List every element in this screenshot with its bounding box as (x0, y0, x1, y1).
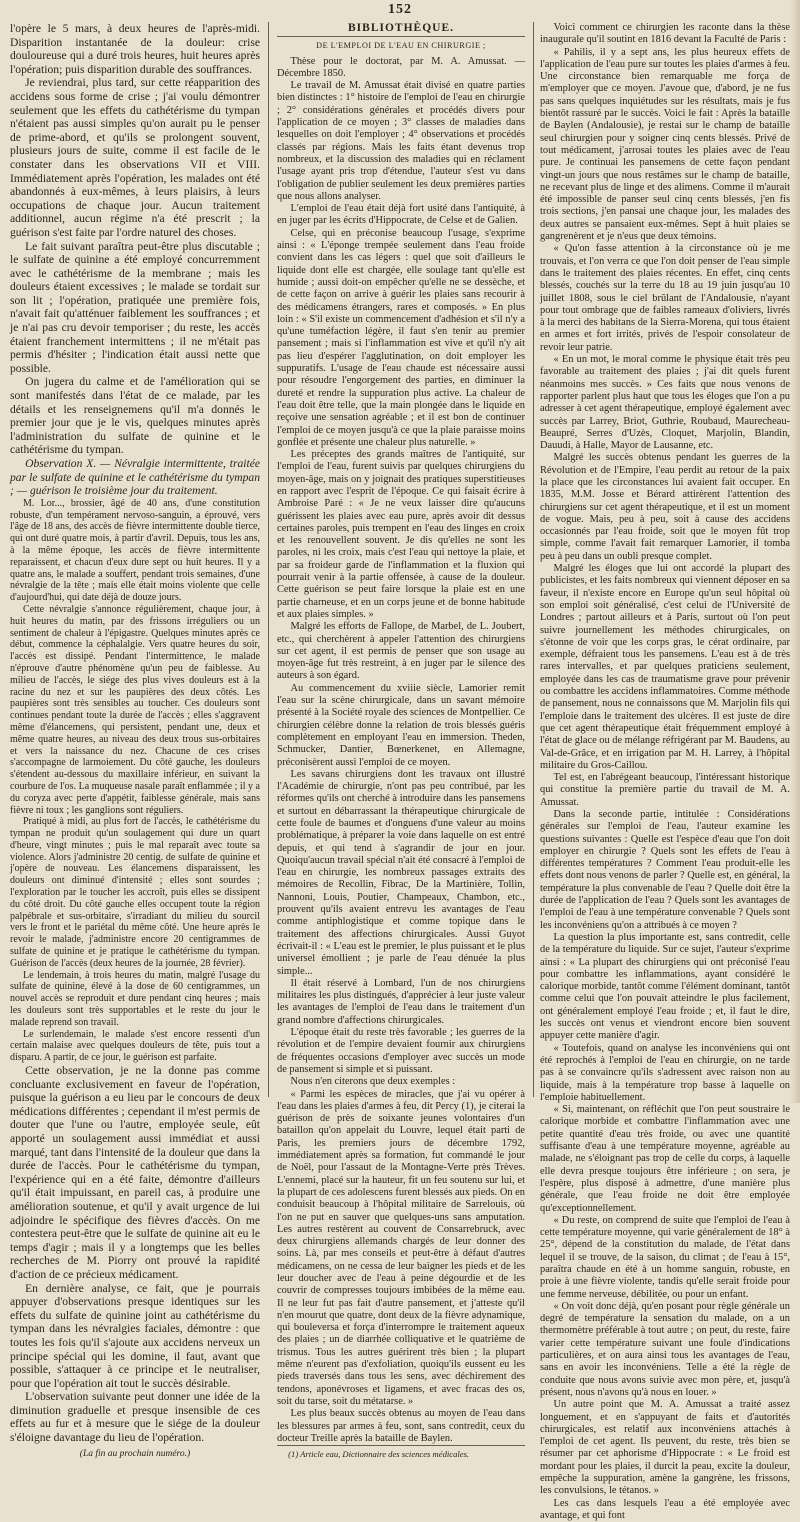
paragraph: Les préceptes des grands maîtres de l'antiquité, sur l'emploi de l'eau, furent suivis par quelques chirurgiens du moyen-âge, mais on y joignait des pratiques superstitieuses en rapport avec l'esprit de l'époque. Ce qui faisait écrire à Ambroise Paré : « Je ne veux laisser dire qu'aucuns guérissent les plaies avec eau pure, après avoir dit dessus certaines paroles, puis trempent en l'eau des linges en croix et les renouvellent souvent. Je dis qu'elles ne sont les paroles, ni les croix, mais c'est l'eau qui nettoye la plaie, et par sa froideur garde de l'inflammation et la fluxion qui pourrait venir à la partie offensée, à cause de la douleur. Cette guérison se peut faire lorsque la plaie est en une partie charneuse, et en un corps jeune et de bonne habitude et aux plaies simples. » (277, 449, 525, 620)
paragraph: L'emploi de l'eau était déjà fort usité dans l'antiquité, à en juger par les écrits d'Hippocrate, de Celse et de Galien. (277, 203, 525, 227)
paragraph: La question la plus importante est, sans contredit, celle de la température du liquide. Sur ce sujet, l'auteur s'exprime ainsi : « La plupart des chirurgiens qui ont préconisé l'eau pour combattre les inflammations, ayant considéré le calorique morbide, tantôt comme l'élément dominant, tantôt comme celui que l'on pouvait atteindre le plus facilement, ont généralement employé l'eau froide ; et, il faut le dire, les succès ont venus et viendront encore bien souvent appuyer cette manière d'agir. (540, 931, 790, 1042)
paragraph: Les plus beaux succès obtenus au moyen de l'eau dans les blessures par armes à feu, sont, sans contredit, ceux du docteur Treille après la bataille de Baylen. (277, 1408, 525, 1444)
column-right (540, 22, 790, 1521)
section-heading: BIBLIOTHÈQUE. (348, 22, 454, 34)
paragraph: M. Lor..., brossier, âgé de 40 ans, d'une constitution robuste, d'un tempérament nervoso-sanguin, a éprouvé, vers l'âge de 18 ans, des accès de fièvre intermittente double tierce, qui ont duré quatre mois, à partir d'avril. Depuis, tous les ans, à la même époque, les accès de fièvre intermittente reparaissent, et chacun d'eux dure sept ou huit heures. Il y a quatre ans, le malade a souffert, pendant trois semaines, d'une névralgie de la tête ; mais elle était moins violente que celle d'aujourd'hui, qui date déjà de douze jours. (10, 497, 260, 604)
observation-title: Observation X. — Névralgie intermittente, traitée par le sulfate de quinine et le cathétérisme du tympan ; — guérison le troisième jour du traitement. (10, 457, 260, 498)
paragraph: Les cas dans lesquels l'eau a été employée avec avantage, et qui font (540, 1497, 790, 1521)
paragraph: En dernière analyse, ce fait, que je pourrais appuyer d'observations presque identiques sur les effets du sulfate de quinine joint au cathétérisme du tympan dans les névralgies faciales, démontre : que toutes les fois qu'il s'ajoute aux accidens nerveux un principe spécial qui les domine, il faut, avant que possible, s'attaquer à ce principe et le neutraliser, pour que l'opération ait tout le succès désirable. (10, 1281, 260, 1390)
paragraph: « En un mot, le moral comme le physique était très peu favorable au traitement des plaies ; j'ai dit quels furent néanmoins mes succès. » Ces faits que nous venons de rapporter parlent plus haut que tous les éloges que l'on a pu adresser à cet agent thérapeutique, employé également avec succès par Larrey, Briot, Guthrie, Roubaud, Maurecheau-Beaupré, Serres d'Uzès, Cloquet, Marjolin, Blandin, Dauudi, à Halle, Mayor de Lausanne, etc. (540, 354, 790, 452)
article-title: DE L'EMPLOI DE L'EAU EN CHIRURGIE ; (277, 36, 525, 52)
column-divider (268, 22, 269, 1097)
paragraph: Cette observation, je ne la donne pas comme concluante exclusivement en faveur de l'opération, puisque la guérison a eu lieu par le concours de deux médications différentes ; cependant il m'est permis de douter que l'une ou l'autre, employée seule, eût apporté un soulagement aussi immédiat et aussi marqué, tant dans l'intensité de la douleur que dans la durée de l'accès. Pour le cathétérisme du tympan, l'expérience qui en a été faite, démontre d'ailleurs qu'il était impuissant, en pareil cas, à produire une amélioration soutenue, et qu'il y avait urgence de lui adjoindre le spécifique des fièvres d'accès. On me contestera peut-être que le sulfate de quinine ait eu le temps d'agir ; mais il y a longtemps que les belles recherches de M. Piorry ont prouvé la rapidité d'action de ce précieux médicament. (10, 1064, 260, 1281)
paragraph: Le lendemain, à trois heures du matin, malgré l'usage du sulfate de quinine, élevé à la dose de 60 centigrammes, un nouvel accès se reproduit et dure pendant cinq heures ; mais les douleurs sont très supportables et le reste du jour le malade reprend son travail. (10, 969, 260, 1028)
article-byline: Thèse pour le doctorat, par M. A. Amussat. — Décembre 1850. (277, 55, 525, 79)
column-left (10, 22, 260, 1459)
paragraph: « Si, maintenant, on réfléchit que l'on peut soustraire le calorique morbide et combattre l'inflammation avec une petite quantité d'eau très froide, ou avec une quantité suffisante d'eau à une température moyenne, agréable au malade, ne s'éloignant pas trop de celle du corps, à laquelle elle devra presque toujours être inférieure ; on sera, je l'espère, plus disposé à admettre, d'une manière plus générale, que l'eau froide ne doit être employée qu'exceptionnellement. (540, 1104, 790, 1214)
paragraph: Malgré les éloges que lui ont accordé la plupart des publicistes, et les faits nombreux qui viennent déposer en sa faveur, il n'existe encore en Europe qu'un seul hôpital où son emploi soit généralisé, c'est celui de l'Université de Londres ; partout ailleurs et à Paris, surtout où l'on peut suivre journellement les méthodes chirurgicales, on s'étonne de voir que les corps gras, le cérat ordinaire, par exemple, défraient tous les pansemens. L'eau est à de très rares intervalles, et par quelques praticiens seulement, employée dans les cas de traumatisme grave pour prévenir ou combattre les accidens inflammatoires. Comme méthode de pansement, nous ne connaissons que M. Marjolin fils qui l'emploie dans le traitement des ulcères. Il est juste de dire que cet agent thérapeutique était fréquemment employé à l'état de glace ou de mélange réfrigérant par M. Baudens, au Val-de-Grâce, et en irrigation par M. H. Larrey, à l'hôpital militaire du Gros-Caillou. (540, 563, 790, 771)
paragraph: Le surlendemain, le malade s'est encore ressenti d'un certain malaise avec quelques douleurs de tête, puis tout a disparu. A partir, de ce jour, le guérison est parfaite. (10, 1028, 260, 1064)
paragraph: Nous n'en citerons que deux exemples : (290, 1076, 456, 1088)
column-middle (277, 22, 525, 1460)
paragraph: Dans la seconde partie, intitulée : Considérations générales sur l'emploi de l'eau, l'auteur examine les questions suivantes : Quelle est l'espèce d'eau que l'on doit employer en chirurgie ? Quels sont les effets de l'eau à différentes températures ? Comment l'eau produit-elle les effets dont nous venons de parler ? Quelle est, en général, la température la plus convenable de l'eau ? Quelle doit être la durée de l'application de l'eau ? Quels sont les avantages de l'emploi de l'eau à une température convenable ? Quels sont les inconvéniens qu'on a attribués à ce moyen ? (540, 809, 790, 931)
paragraph: « Toutefois, quand on analyse les inconvéniens qui ont été reprochés à l'emploi de l'eau en chirurgie, on ne tarde pas à se convaincre qu'ils s'adressent avec raison non au liquide, mais à la température trop basse à laquelle on l'emploie habituellement. (540, 1042, 790, 1103)
footnote: (1) Article eau, Dictionnaire des sciences médicales. (277, 1445, 525, 1460)
paragraph: « Parmi les espèces de miracles, que j'ai vu opérer à l'eau dans les plaies d'armes à feu, dit Percy (1), je citerai la guérison de près de soixante jeunes volontaires d'un bataillon qu'on appelait du Louvre, lequel était parti de Paris, les premiers jours de décembre 1792, immédiatement après sa formation, fut commandé le jour de Noël, pour l'assaut de la Montagne-Verte près Trèves. L'ennemi, placé sur la hauteur, fit un feu soutenu sur lui, et la plupart de ces adolescens furent blessés aux pieds. On en conduisit beaucoup à l'hôpital militaire de Sarrelouis, où l'on ne put en sauver que quelques-uns sans amputation. Les autres restèrent au couvent de Consarrebruck, avec deux chirurgiens allemands chargés de leur donner des soins. Là, par mes conseils et peut-être à défaut d'autres médicamens, on ne cessa de leur baigner les pieds et de les leur doucher avec de l'eau à peine dégourdie et de les couvrir de compresses toujours imbibées de la même eau. Il ne leur fut pas fait d'autre pansement, et j'atteste qu'il n'en mourut que quatre, dont deux de la fièvre adynamique, qui bouleversa et força d'interrompre le traitement aqueux des plaies ; un de diarrhée colliquative et le quatrième de trismus. Tous les autres guérirent très bien ; la plupart même n'eurent pas d'exfoliation, quoiqu'ils eussent eu les pieds traversés dans tous les sens, avec déchirement des tendons, aponévroses et ligamens, et avec fracas des os, soit du tarse, soit du métatarse. » (277, 1088, 525, 1407)
paragraph: Un autre point que M. A. Amussat a traité assez longuement, et en s'appuyant de faits et d'autorités chirurgicales, est relatif aux inconvéniens attachés à l'emploi de cet agent. Ils peuvent, du reste, très bien se résumer par cet aphorisme d'Hippocrate : « Le froid est mordant pour les plaies, il durcit la peau, excite la douleur, empêche la suppuration, amène la gangrène, les frissons, les convulsions, le tétanos. » (540, 1399, 790, 1497)
paragraph: Tel est, en l'abrégeant beaucoup, l'intéressant historique qui constitue la première partie du travail de M. A. Amussat. (540, 772, 790, 808)
continued-note: (La fin au prochain numéro.) (79, 1448, 191, 1459)
paragraph: Le travail de M. Amussat était divisé en quatre parties bien distinctes : 1° histoire de l'emploi de l'eau en chirurgie ; 2° considérations générales et procédés divers pour l'application de ce moyen ; 3° classes de maladies dans lesquelles on doit l'employer ; 4° observations et procédés classés par régions. Mais les faits étant devenus trop nombreux, et la discussion des maladies qui en réclament l'usage ayant pris trop d'étendue, l'auteur s'est vu dans l'obligation de publier seulement les deux premières parties que nous allons analyser. (277, 80, 525, 202)
paragraph: Le fait suivant paraîtra peut-être plus discutable ; le sulfate de quinine a été employé concurremment avec le cathétérisme de la membrane ; mais les douleurs étaient excessives ; le malade se tordait sur son lit ; l'opération, pratiquée une première fois, n'avait fait qu'atténuer faiblement les souffrances ; et je n'ai pas cru devoir temporiser ; du reste, les accès étaient franchement intermittens ; il ne m'était pas permis d'hésiter ; l'indication était aussi nette que possible. (10, 239, 260, 375)
paragraph: Celse, qui en préconise beaucoup l'usage, s'exprime ainsi : « L'éponge trempée seulement dans l'eau froide convient dans les cas légers : quel que soit d'ailleurs le liquide dont elle est chargée, elle soulage tant qu'elle est humide ; aussi doit-on empêcher qu'elle ne se dessèche, et de cette façon on arrive à guérir les plaies sans recourir à des médicamens étrangers, rares et composés. » En plus loin : « S'il existe un commencement d'adhésion et s'il n'y a qu'une tuméfaction légère, il faut s'en tenir au premier pansement ; mais si l'inflammation est vive et qu'il n'y ait pas lieu d'espérer l'agglutination, on doit employer les suppuratifs. L'usage de l'eau chaude est nécessaire aussi pour résoudre l'engorgement des parties, en diminuer la dureté et rendre la suppuration plus active. La chaleur de l'eau doit être telle, que la main plongée dans le liquide en reçoive une sensation agréable ; et il est bon de continuer l'emploi de ce moyen jusqu'à ce que la plaie paraisse moins gonflée et présente une chaleur plus naturelle. » (277, 227, 525, 448)
paragraph: « On voit donc déjà, qu'en posant pour règle générale un degré de température la sensation du malade, on a un thermomètre préférable à tout autre ; on peut, du reste, faire varier cette température suivant une foule d'indications particulières, et on aura ainsi tous les avantages de l'eau, sans en avoir les inconvéniens. Telle a été la règle de conduite que nous avons suivie avec mon père, et, jusqu'à présent, nous n'avons qu'à nous en louer. » (540, 1300, 790, 1398)
paragraph: Malgré les succès obtenus pendant les guerres de la Révolution et de l'Empire, l'eau perdit au retour de la paix la place que les circonstances lui avaient fait occuper. En 1835, M.M. Josse et Bérard attirèrent l'attention des chirurgiens sur cet agent thérapeutique, et il est un moment de vogue. Mais, peu à peu, soit à cause des accidens occasionnés par l'eau froide, soit que le moyen fût trop simple, comme l'avait fait remarquer Lamorier, il tomba peu à peu dans un oubli presque complet. (540, 452, 790, 562)
paragraph: L'époque était du reste très favorable ; les guerres de la révolution et de l'empire devaient fournir aux chirurgiens de fréquentes occasions d'employer avec succès un mode de pansement si simple et si puissant. (277, 1027, 525, 1075)
paragraph: Les savans chirurgiens dont les travaux ont illustré l'Académie de chirurgie, n'ont pas peu contribué, par les réformes qu'ils ont cherché à introduire dans les pansemens et surtout en débarrassant la thérapeutique chirurgicale de cette foule de baumes et d'onguens d'une valeur au moins problématique, à préparer la voie dans laquelle on est entré depuis, et qui tend à s'agrandir de jour en jour. Quoiqu'aucun travail spécial n'ait été consacré à l'emploi de l'eau en chirurgie, les nombreux passages extraits des mémoires de Recollin, Fibrac, De la Martinière, Tollin, Nannoni, Louis, Poutier, Champeaux, Chambon, etc., prouvent qu'ils avaient entrevu les avantages de l'eau comme antiphlogistique et comme topique dans le traitement des affections chirurgicales. Aussi Guyot écrivait-il : « L'eau est le premier, le plus puissant et le plus universel émollient ; je parle de l'eau dénuée la plus simple... (277, 768, 525, 977)
paragraph: Malgré les efforts de Fallope, de Marbel, de L. Joubert, etc., qui cherchèrent à appeler l'attention des chirurgiens sur cet agent, il est permis de penser que son usage au moyen-âge fut très restreint, à en juger par le silence des auteurs à son égard. (277, 621, 525, 682)
paragraph: « Du reste, on comprend de suite que l'emploi de l'eau à cette température moyenne, qui varie généralement de 18° à 25°, dépend de la constitution du malade, de l'état dans lequel il se trouve, de la saison, du climat ; de l'eau à 15°, paraîtra chaude en été à un homme sanguin, robuste, en proie à une fièvre violente, tandis qu'elle serait froide pour une femme nerveuse, débilitée, ou pour un enfant. (540, 1214, 790, 1300)
paragraph: Je reviendrai, plus tard, sur cette réapparition des accidens sous forme de crise ; j'ai voulu démontrer seulement que les effets du cathétérisme du tympan n'étaient pas aussi simples qu'on aurait pu le penser de prime-abord, et qu'ils se prolongent souvent, plusieurs jours de suite, comme il est facile de le constater dans les observations VII et VIII. Immédiatement après l'opération, les malades ont été abandonnés à eux-mêmes, à leurs plaisirs, à leurs occupations de chaque jour. Aucun traitement additionnel, aucun régime n'a été prescrit ; la guérison s'est faite par l'ordre naturel des choses. (10, 76, 260, 239)
paragraph: On jugera du calme et de l'amélioration qui se sont manifestés dans l'état de ce malade, par les détails et les renseignemens qu'il m'a donnés le premier jour que je le vis, quelques minutes après l'administration du sulfate de quinine et le cathétérisme du tympan. (10, 375, 260, 457)
page-edge-shadow (790, 0, 800, 1103)
paragraph: « Pahilis, il y a sept ans, les plus heureux effets de l'application de l'eau pure sur toutes les plaies d'armes à feu. Une circonstance bien remarquable me força de m'employer que ce moyen. J'avoue que, d'abord, je ne fus pas sans quelques inquiétudes sur les résultats, mais je fus bientôt rassuré par le succès. Voici le fait : Après la bataille de Baylen (Andalousie), je restai sur le champ de bataille seul chirurgien pour y soigner cinq cents blessés. Privé de tout médicament, j'arrosai toutes les plaies avec de l'eau pure. Je continuai les pansemens de cette façon pendant vingt-un jours que nous restâmes sur le champ de bataille, ne recevant plus de linge et des alimens. Comme il m'aurait été impossible de panser seul cinq cents blessés, j'en fis trois sections, j'en pansai une chaque jour, les malades des deux autres se pansaient eux-mêmes. Sept à huit plaies se gangrenèrent et je n'eus que deux témoins. (540, 46, 790, 243)
paragraph: Il était réservé à Lombard, l'un de nos chirurgiens militaires les plus distingués, d'apprécier à leur juste valeur les avantages de l'emploi de l'eau dans le traitement d'un grand nombre d'affections chirurgicales. (277, 977, 525, 1026)
paragraph: Cette névralgie s'annonce régulièrement, chaque jour, à huit heures du matin, par des frissons irréguliers ou un sentiment de chaleur à l'épigastre. Quelques minutes après ce début, commence la céphalalgie. Vers quatre heures du soir, l'accès est dissipé. Pendant l'intermittence, le malade n'éprouve d'autre phénomène qu'un peu de faiblesse. Au milieu de l'accès, le siége des plus vives douleurs est à la racine du nez et sur les paupières des deux côtés. Les paupières sont très sensibles au toucher. Ces douleurs sont continues pendant toute la durée de l'accès ; elles s'aggravent même d'élancemens, qui persistent, pendant une, deux et même quatre heures, au niveau des deux trous sus-orbitaires et vers la naissance du nez. Chacune de ces crises s'accompagne de larmoiement. Du côté gauche, les douleurs s'étendent au-dessous du maxillaire inférieur, en suivant la courbure de l'os. La muqueuse nasale paraît enflammée ; il y a du coryza avec perte d'appétit, faiblesse générale, mais sans fièvre ni toux ; les ganglions sont réguliers. (10, 603, 260, 816)
page-number: 152 (388, 2, 412, 17)
paragraph: Voici comment ce chirurgien les raconte dans la thèse inaugurale qu'il soutint en 1816 devant la Faculté de Paris : (540, 22, 790, 46)
paragraph: Pratiqué à midi, au plus fort de l'accès, le cathétérisme du tympan ne produit qu'un soulagement qui dure un quart d'heure, vingt minutes ; puis le mal reparaît avec toute sa violence. Alors j'administre 20 centig. de sulfate de quinine et j'opère de nouveau. Les élancemens disparaissent, les douleurs ont diminué d'intensité ; elles sont sourdes ; l'exploration par le toucher les accroît, puis elles se dissipent du côté droit. Du côté gauche elles occupent toute la région palpébrale et sus-orbitaire, s'irradiant du milieu du sourcil vers le front et le pariétal du même côté. Une heure après le revoir le malade, j'administre encore 20 centigrammes de sulfate de quinine et je pratique le cathétérisme du tympan. Guérison de l'accès (deux heures de la journée, 28 février). (10, 816, 260, 969)
paragraph: l'opère le 5 mars, à deux heures de l'après-midi. Disparition instantanée de la douleur: crise douloureuse qui a duré trois heures, huit heures après l'opération; puis disparition durable des souffrances. (10, 22, 260, 76)
paragraph: Au commencement du xviiie siècle, Lamorier remit l'eau sur la scène chirurgicale, dans un savant mémoire présenté à la Société royale des sciences de Montpellier. Ce chirurgien célèbre donne la relation de trois blessés guéris complètement en employant l'eau en immersion. Theden, Schmucker, Dantier, Bœnerkenet, en Allemagne, préconisèrent aussi l'emploi de ce moyen. (277, 682, 525, 768)
paragraph: « Qu'on fasse attention à la circonstance où je me trouvais, et l'on verra ce que l'on doit penser de l'eau simple dans le traitement des plaies récentes. En effet, cinq cents blessés, couchés sur la terre du 18 au 19 juin jusqu'au 10 juillet 1808, sous le ciel brûlant de l'Andalousie, n'ayant pour tout ombrage que de faibles rameaux d'oliviers, livrés à la merci des habitans de la Sierra-Morena, qui tous étaient en armes et fort irrités, privés de l'espoir consolateur de revoir leur patrie. (540, 243, 790, 353)
paragraph: L'observation suivante peut donner une idée de la diminution graduelle et presque insensible de ces effets au fur et à mesure que le siége de la douleur s'éloigne davantage du lieu de l'opération. (10, 1390, 260, 1445)
column-divider (533, 22, 534, 1097)
